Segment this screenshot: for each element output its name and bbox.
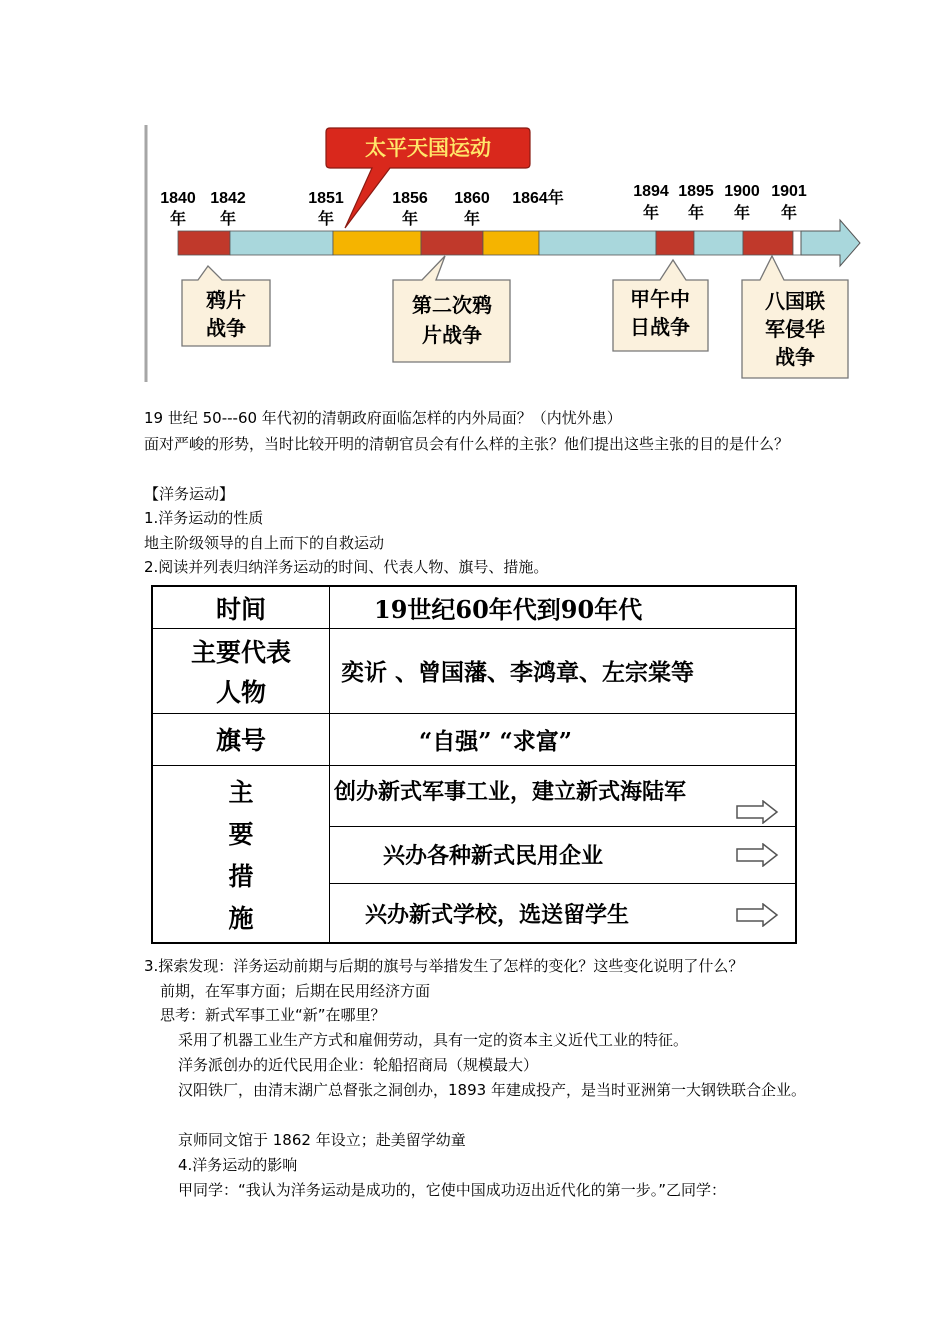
row-slogan-value: “自强” “求富” xyxy=(419,727,572,755)
paragraph-machine-industry: 采用了机器工业生产方式和雇佣劳动，具有一定的资本主义近代工业的特征。 xyxy=(178,1031,689,1049)
callout-eight-nation-line2: 军侵华 xyxy=(765,317,825,341)
heading-explore: 3.探索发现：洋务运动前期与后期的旗号与举措发生了怎样的变化？这些变化说明了什么？ xyxy=(144,957,744,975)
measures-label-char: 主 xyxy=(228,778,254,807)
year-1860: 1860 xyxy=(454,190,490,207)
year-1856-suffix: 年 xyxy=(401,211,419,228)
segment-calm-2 xyxy=(539,231,656,255)
callout-eight-nation-line3: 战争 xyxy=(775,345,815,369)
answer-explore: 前期，在军事方面；后期在民用经济方面 xyxy=(160,982,431,1000)
timeline-arrow-head xyxy=(801,220,860,266)
year-1901: 1901 xyxy=(771,183,807,200)
year-1842-suffix: 年 xyxy=(219,211,237,228)
summary-table xyxy=(151,585,797,944)
callout-opium-war-line2: 战争 xyxy=(206,316,246,340)
measure-schools: 兴办新式学校，选送留学生 xyxy=(365,902,630,928)
segment-taiping-2 xyxy=(483,231,539,255)
year-1895: 1895 xyxy=(678,183,714,200)
measures-label-char: 措 xyxy=(228,862,254,891)
callout-sino-japanese-war-line1: 甲午中 xyxy=(630,287,690,311)
answer-nature: 地主阶级领导的自上而下的自救运动 xyxy=(144,534,385,552)
segment-calm-3 xyxy=(694,231,743,255)
row-slogan-label: 旗号 xyxy=(215,726,266,755)
row-time-value: 19世纪60年代到90年代 xyxy=(374,595,643,624)
arrow-right-icon xyxy=(735,903,779,927)
row-time-label: 时间 xyxy=(215,594,266,624)
year-1901-suffix: 年 xyxy=(780,205,798,222)
heading-nature: 1.洋务运动的性质 xyxy=(144,509,264,527)
heading-influence: 4.洋务运动的影响 xyxy=(178,1156,298,1174)
callout-second-opium-war-line1: 第二次鸦 xyxy=(412,293,492,317)
heading-table-instruction: 2.阅读并列表归纳洋务运动的时间、代表人物、旗号、措施。 xyxy=(144,558,549,576)
row-people-label-line2: 人物 xyxy=(215,678,266,707)
section-title: 【洋务运动】 xyxy=(144,485,235,503)
callout-opium-war-line1: 鸦片 xyxy=(206,288,246,312)
segment-second-opium-war xyxy=(421,231,483,255)
year-1851-suffix: 年 xyxy=(317,211,335,228)
paragraph-hanyang: 汉阳铁厂，由清末湖广总督张之洞创办，1893 年建成投产，是当时亚洲第一大钢铁联合企业。 xyxy=(178,1081,806,1099)
question-1: 19 世纪 50---60 年代初的清朝政府面临怎样的内外局面？（内忧外患） xyxy=(144,409,622,427)
segment-taiping-1 xyxy=(333,231,421,255)
paragraph-tongwenguan: 京师同文馆于 1862 年设立；赴美留学幼童 xyxy=(178,1131,466,1149)
callout-eight-nation-line1: 八国联 xyxy=(765,289,825,313)
row-people-value: 奕䜣 、曾国藩、李鸿章、左宗棠等 xyxy=(341,659,695,686)
arrow-right-icon xyxy=(735,800,779,824)
year-1900: 1900 xyxy=(724,183,760,200)
measure-civil-enterprise: 兴办各种新式民用企业 xyxy=(383,843,604,869)
paragraph-civil-enterprise: 洋务派创办的近代民用企业：轮船招商局（规模最大） xyxy=(178,1056,539,1074)
year-1842: 1842 xyxy=(210,190,246,207)
row-people-label-line1: 主要代表 xyxy=(190,638,291,667)
year-1864: 1864年 xyxy=(512,190,564,207)
segment-opium-war xyxy=(178,231,230,255)
year-1851: 1851 xyxy=(308,190,344,207)
measures-label-char: 要 xyxy=(228,820,254,849)
measures-label-char: 施 xyxy=(228,904,254,933)
paragraph-student-debate: 甲同学：“我认为洋务运动是成功的，它使中国成功迈出近代化的第一步。”乙同学： xyxy=(178,1181,727,1199)
year-1856: 1856 xyxy=(392,190,428,207)
callout-second-opium-war-line2: 片战争 xyxy=(422,323,482,347)
taiping-banner-text: 太平天国运动 xyxy=(365,136,491,160)
segment-calm-1 xyxy=(230,231,333,255)
segment-sino-japanese-war xyxy=(656,231,694,255)
year-1894: 1894 xyxy=(633,183,669,200)
row-people-label xyxy=(153,628,329,713)
year-1895-suffix: 年 xyxy=(687,205,705,222)
arrow-right-icon xyxy=(735,843,779,867)
measure-military: 创办新式军事工业，建立新式海陆军 xyxy=(334,778,687,805)
question-2: 面对严峻的形势，当时比较开明的清朝官员会有什么样的主张？他们提出这些主张的目的是什么？ xyxy=(144,435,790,453)
segment-stripe xyxy=(793,231,801,255)
think-question: 思考：新式军事工业“新”在哪里？ xyxy=(160,1006,386,1024)
year-1900-suffix: 年 xyxy=(733,205,751,222)
year-1840-suffix: 年 xyxy=(169,211,187,228)
segment-eight-nation xyxy=(743,231,793,255)
year-1840: 1840 xyxy=(160,190,196,207)
callout-sino-japanese-war-line2: 日战争 xyxy=(630,315,690,339)
row-measures-label xyxy=(153,765,329,944)
year-1894-suffix: 年 xyxy=(642,205,660,222)
timeline-figure xyxy=(140,120,870,390)
year-1860-suffix: 年 xyxy=(463,211,481,228)
